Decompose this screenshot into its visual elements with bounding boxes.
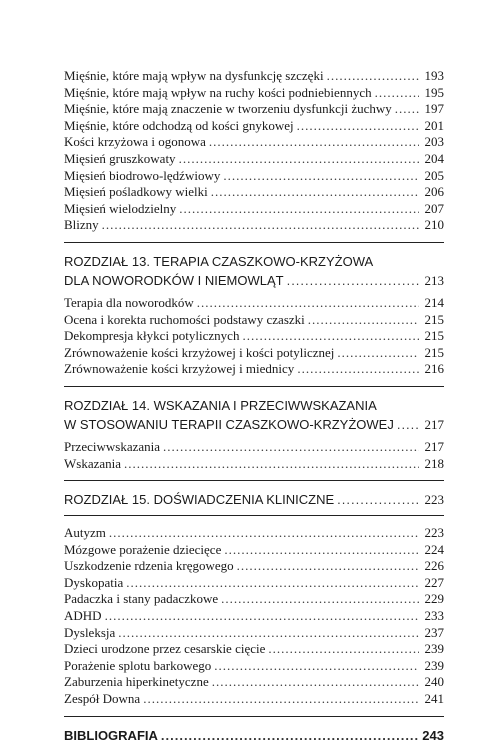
chapter-15-entries bbox=[64, 525, 444, 708]
toc-entry bbox=[64, 542, 444, 559]
entry-title: Zrównoważenie kości krzyżowej i kości potylicznej bbox=[64, 344, 335, 360]
chapter-title-line1: ROZDZIAŁ 14. WSKAZANIA I PRZECIWWSKAZANIA bbox=[64, 397, 377, 413]
chapter-page: 213 bbox=[424, 272, 444, 288]
toc-entry bbox=[64, 575, 444, 592]
dot-leader bbox=[212, 674, 419, 691]
toc-entry bbox=[64, 101, 444, 118]
dot-leader bbox=[242, 328, 419, 345]
dot-leader bbox=[297, 118, 419, 135]
toc-entry bbox=[64, 525, 444, 542]
dot-leader bbox=[124, 456, 419, 473]
entry-title: Autyzm bbox=[64, 525, 106, 541]
toc-entry bbox=[64, 168, 444, 185]
dot-leader bbox=[102, 217, 419, 234]
dot-leader bbox=[337, 490, 419, 509]
entry-page: 216 bbox=[424, 361, 444, 377]
dot-leader bbox=[209, 134, 419, 151]
dot-leader bbox=[109, 525, 419, 542]
entry-page: 195 bbox=[424, 84, 444, 100]
entry-title: Dysleksja bbox=[64, 624, 116, 640]
divider bbox=[64, 242, 444, 243]
entry-page: 239 bbox=[424, 657, 444, 673]
dot-leader bbox=[237, 558, 419, 575]
chapter-title-line1 bbox=[64, 490, 444, 509]
dot-leader bbox=[395, 101, 419, 118]
divider bbox=[64, 386, 444, 387]
divider bbox=[64, 480, 444, 481]
entry-page: 233 bbox=[424, 608, 444, 624]
toc-entry bbox=[64, 184, 444, 201]
dot-leader bbox=[163, 439, 419, 456]
toc-entry bbox=[64, 151, 444, 168]
dot-leader bbox=[297, 361, 419, 378]
entry-page: 224 bbox=[424, 541, 444, 557]
entry-title: Porażenie splotu barkowego bbox=[64, 657, 212, 673]
toc-entry bbox=[64, 608, 444, 625]
bibliography-entry bbox=[64, 726, 444, 745]
toc-entry bbox=[64, 85, 444, 102]
entry-title: Blizny bbox=[64, 217, 99, 233]
entry-title: Terapia dla noworodków bbox=[64, 294, 194, 310]
entry-page: 226 bbox=[424, 558, 444, 574]
toc-entry bbox=[64, 361, 444, 378]
toc-entry bbox=[64, 217, 444, 234]
table-of-contents bbox=[64, 68, 444, 745]
toc-entry bbox=[64, 201, 444, 218]
dot-leader bbox=[179, 201, 419, 218]
entry-page: 240 bbox=[424, 674, 444, 690]
entry-title: Mięsień wielodzielny bbox=[64, 200, 177, 216]
toc-entry bbox=[64, 658, 444, 675]
bibliography-title: BIBLIOGRAFIA bbox=[64, 727, 158, 743]
entry-title: Padaczka i stany padaczkowe bbox=[64, 591, 219, 607]
toc-entry bbox=[64, 295, 444, 312]
toc-entry bbox=[64, 328, 444, 345]
dot-leader bbox=[179, 151, 419, 168]
entry-title: ADHD bbox=[64, 608, 102, 624]
toc-entry bbox=[64, 456, 444, 473]
entry-page: 205 bbox=[424, 167, 444, 183]
entry-page: 210 bbox=[424, 217, 444, 233]
dot-leader bbox=[375, 85, 419, 102]
entry-title: Mięśnie, które mają wpływ na ruchy kości podniebiennych bbox=[64, 84, 372, 100]
entry-page: 239 bbox=[424, 641, 444, 657]
entry-title: Mózgowe porażenie dziecięce bbox=[64, 541, 222, 557]
entry-title: Przeciwwskazania bbox=[64, 438, 161, 454]
entry-page: 227 bbox=[424, 574, 444, 590]
dot-leader bbox=[118, 625, 419, 642]
toc-entry bbox=[64, 118, 444, 135]
entry-page: 215 bbox=[424, 311, 444, 327]
chapter-title-line2 bbox=[64, 415, 444, 434]
dot-leader bbox=[397, 415, 419, 434]
entry-title: Mięśnie, które odchodzą od kości gnykowej bbox=[64, 117, 294, 133]
dot-leader bbox=[327, 68, 419, 85]
dot-leader bbox=[211, 184, 419, 201]
toc-entry bbox=[64, 345, 444, 362]
entry-page: 204 bbox=[424, 150, 444, 166]
chapter-13-heading bbox=[64, 252, 444, 290]
divider bbox=[64, 716, 444, 717]
entry-title: Dzieci urodzone przez cesarskie cięcie bbox=[64, 641, 266, 657]
entry-page: 197 bbox=[424, 101, 444, 117]
entry-page: 217 bbox=[424, 438, 444, 454]
toc-entry bbox=[64, 312, 444, 329]
entry-title: Mięsień gruszkowaty bbox=[64, 150, 176, 166]
entry-page: 206 bbox=[424, 184, 444, 200]
chapter-title-text: DLA NOWORODKÓW I NIEMOWLĄT bbox=[64, 272, 284, 288]
toc-entry bbox=[64, 674, 444, 691]
entry-title: Kości krzyżowa i ogonowa bbox=[64, 134, 206, 150]
bibliography-heading bbox=[64, 726, 444, 745]
entry-title: Zespół Downa bbox=[64, 691, 141, 707]
toc-entry bbox=[64, 439, 444, 456]
bibliography-page: 243 bbox=[422, 727, 444, 743]
entry-page: 214 bbox=[424, 294, 444, 310]
entry-title: Zrównoważenie kości krzyżowej i miednicy bbox=[64, 361, 295, 377]
entry-page: 229 bbox=[424, 591, 444, 607]
entry-title: Mięsień pośladkowy wielki bbox=[64, 184, 208, 200]
chapter-page: 223 bbox=[424, 492, 444, 508]
toc-entry bbox=[64, 68, 444, 85]
divider bbox=[64, 515, 444, 516]
entry-title: Uszkodzenie rdzenia kręgowego bbox=[64, 558, 234, 574]
entry-page: 207 bbox=[424, 200, 444, 216]
entry-page: 215 bbox=[424, 328, 444, 344]
toc-entry bbox=[64, 134, 444, 151]
entry-title: Wskazania bbox=[64, 455, 122, 471]
toc-entry bbox=[64, 558, 444, 575]
chapter-title-text: W STOSOWANIU TERAPII CZASZKOWO-KRZYŻOWEJ bbox=[64, 416, 394, 432]
dot-leader bbox=[268, 641, 419, 658]
entry-title: Mięsień biodrowo-lędźwiowy bbox=[64, 167, 221, 183]
entry-title: Mięśnie, które mają wpływ na dysfunkcję szczęki bbox=[64, 68, 324, 83]
dot-leader bbox=[105, 608, 419, 625]
entry-page: 215 bbox=[424, 344, 444, 360]
toc-section-continued bbox=[64, 68, 444, 234]
entry-page: 193 bbox=[424, 68, 444, 83]
chapter-title-line2 bbox=[64, 271, 444, 290]
dot-leader bbox=[126, 575, 419, 592]
toc-entry bbox=[64, 625, 444, 642]
entry-page: 241 bbox=[424, 691, 444, 707]
entry-page: 218 bbox=[424, 455, 444, 471]
dot-leader bbox=[337, 345, 419, 362]
entry-title: Zaburzenia hiperkinetyczne bbox=[64, 674, 209, 690]
chapter-15-heading bbox=[64, 490, 444, 509]
entry-page: 223 bbox=[424, 525, 444, 541]
chapter-title-line1: ROZDZIAŁ 13. TERAPIA CZASZKOWO-KRZYŻOWA bbox=[64, 253, 374, 269]
entry-page: 237 bbox=[424, 624, 444, 640]
entry-title: Ocena i korekta ruchomości podstawy czaszki bbox=[64, 311, 305, 327]
dot-leader bbox=[161, 726, 419, 745]
toc-entry bbox=[64, 641, 444, 658]
dot-leader bbox=[143, 691, 419, 708]
dot-leader bbox=[223, 168, 419, 185]
entry-title: Mięśnie, które mają znaczenie w tworzeniu dysfunkcji żuchwy bbox=[64, 101, 392, 117]
dot-leader bbox=[221, 591, 419, 608]
toc-entry bbox=[64, 591, 444, 608]
dot-leader bbox=[197, 295, 419, 312]
entry-title: Dyskopatia bbox=[64, 574, 124, 590]
dot-leader bbox=[224, 542, 419, 559]
chapter-14-entries bbox=[64, 439, 444, 472]
entry-page: 201 bbox=[424, 117, 444, 133]
entry-title: Dekompresja kłykci potylicznych bbox=[64, 328, 240, 344]
chapter-title-text: ROZDZIAŁ 15. DOŚWIADCZENIA KLINICZNE bbox=[64, 492, 335, 508]
toc-entry bbox=[64, 691, 444, 708]
chapter-13-entries bbox=[64, 295, 444, 378]
chapter-page: 217 bbox=[424, 416, 444, 432]
dot-leader bbox=[287, 271, 419, 290]
chapter-14-heading bbox=[64, 396, 444, 434]
entry-page: 203 bbox=[424, 134, 444, 150]
dot-leader bbox=[308, 312, 419, 329]
dot-leader bbox=[214, 658, 419, 675]
